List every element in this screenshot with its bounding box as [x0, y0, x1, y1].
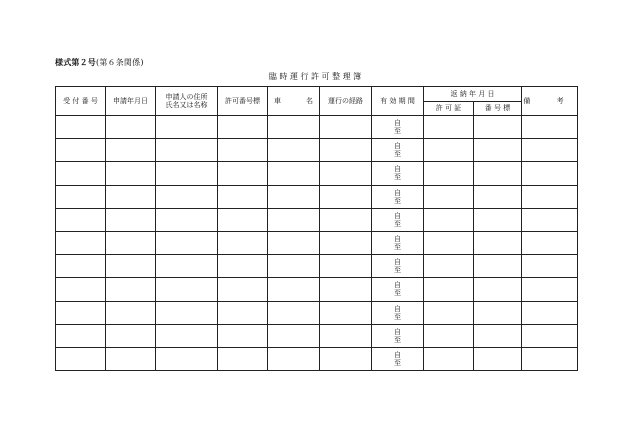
cell-vehicle-name[interactable]	[268, 278, 320, 301]
cell-reception-no[interactable]	[56, 301, 106, 324]
cell-remarks[interactable]	[522, 185, 578, 208]
cell-return-permit-certificate[interactable]	[424, 139, 474, 162]
cell-route[interactable]	[320, 347, 372, 370]
cell-applicant[interactable]	[156, 347, 218, 370]
cell-applicant[interactable]	[156, 278, 218, 301]
cell-reception-no[interactable]	[56, 231, 106, 254]
cell-remarks[interactable]	[522, 255, 578, 278]
cell-return-permit-certificate[interactable]	[424, 116, 474, 139]
validity-from-label: 自	[394, 119, 401, 128]
table-row	[56, 255, 578, 278]
cell-reception-no[interactable]	[56, 185, 106, 208]
cell-return-permit-certificate[interactable]	[424, 231, 474, 254]
cell-vehicle-name[interactable]	[268, 301, 320, 324]
cell-application-date[interactable]	[106, 301, 156, 324]
cell-return-permit-certificate[interactable]	[424, 185, 474, 208]
cell-application-date[interactable]	[106, 255, 156, 278]
validity-from-label: 自	[394, 234, 401, 243]
cell-permit-plate-no[interactable]	[218, 347, 268, 370]
cell-validity	[372, 208, 424, 231]
cell-application-date[interactable]	[106, 231, 156, 254]
cell-return-number-plate[interactable]	[474, 255, 522, 278]
table-row	[56, 347, 578, 370]
cell-permit-plate-no[interactable]	[218, 208, 268, 231]
cell-return-number-plate[interactable]	[474, 301, 522, 324]
cell-reception-no[interactable]	[56, 347, 106, 370]
cell-validity	[372, 162, 424, 185]
validity-from-label: 自	[394, 304, 401, 313]
cell-permit-plate-no[interactable]	[218, 255, 268, 278]
cell-validity	[372, 324, 424, 347]
validity-to-label: 至	[394, 219, 401, 228]
header-reception-no: 受 付 番 号	[56, 87, 106, 116]
cell-route[interactable]	[320, 301, 372, 324]
cell-reception-no[interactable]	[56, 278, 106, 301]
header-applicant-line1: 申請人の住所	[165, 92, 208, 101]
table-row	[56, 324, 578, 347]
cell-permit-plate-no[interactable]	[218, 185, 268, 208]
cell-remarks[interactable]	[522, 301, 578, 324]
cell-validity	[372, 116, 424, 139]
table-row	[56, 185, 578, 208]
validity-from-label: 自	[394, 211, 401, 220]
header-vehicle-name-a: 車	[274, 96, 281, 105]
header-route: 運行の経路	[320, 87, 372, 116]
validity-from-label: 自	[394, 258, 401, 267]
cell-route[interactable]	[320, 139, 372, 162]
cell-permit-plate-no[interactable]	[218, 116, 268, 139]
cell-application-date[interactable]	[106, 208, 156, 231]
cell-validity	[372, 278, 424, 301]
cell-application-date[interactable]	[106, 116, 156, 139]
cell-vehicle-name[interactable]	[268, 139, 320, 162]
cell-return-number-plate[interactable]	[474, 162, 522, 185]
header-validity: 有 効 期 間	[372, 87, 424, 116]
cell-route[interactable]	[320, 162, 372, 185]
cell-vehicle-name[interactable]	[268, 162, 320, 185]
table-row	[56, 231, 578, 254]
cell-remarks[interactable]	[522, 116, 578, 139]
cell-vehicle-name[interactable]	[268, 255, 320, 278]
cell-application-date[interactable]	[106, 185, 156, 208]
header-application-date: 申請年月日	[106, 87, 156, 116]
cell-return-number-plate[interactable]	[474, 231, 522, 254]
header-permit-certificate: 許 可 証	[424, 102, 474, 116]
cell-applicant[interactable]	[156, 231, 218, 254]
cell-return-permit-certificate[interactable]	[424, 208, 474, 231]
cell-route[interactable]	[320, 208, 372, 231]
cell-route[interactable]	[320, 255, 372, 278]
cell-applicant[interactable]	[156, 139, 218, 162]
form-number-label	[55, 57, 144, 68]
cell-applicant[interactable]	[156, 162, 218, 185]
header-applicant-line2: 氏名又は名称	[165, 101, 208, 109]
cell-return-permit-certificate[interactable]	[424, 347, 474, 370]
cell-vehicle-name[interactable]	[268, 116, 320, 139]
validity-from-label: 自	[394, 142, 401, 151]
header-permit-plate-no: 許可番号標	[218, 87, 268, 116]
cell-vehicle-name[interactable]	[268, 208, 320, 231]
validity-from-label: 自	[394, 188, 401, 197]
cell-remarks[interactable]	[522, 278, 578, 301]
cell-validity	[372, 255, 424, 278]
validity-to-label: 至	[394, 196, 401, 205]
validity-to-label: 至	[394, 312, 401, 321]
cell-validity	[372, 139, 424, 162]
document-title: 臨 時 運 行 許 可 整 理 簿	[268, 72, 362, 81]
cell-return-permit-certificate[interactable]	[424, 301, 474, 324]
cell-remarks[interactable]	[522, 162, 578, 185]
cell-reception-no[interactable]	[56, 324, 106, 347]
cell-validity	[372, 347, 424, 370]
cell-remarks[interactable]	[522, 347, 578, 370]
table-row	[56, 208, 578, 231]
cell-vehicle-name[interactable]	[268, 231, 320, 254]
header-applicant	[156, 87, 218, 116]
cell-remarks[interactable]	[522, 231, 578, 254]
validity-to-label: 至	[394, 243, 401, 252]
cell-vehicle-name[interactable]	[268, 185, 320, 208]
cell-return-number-plate[interactable]	[474, 139, 522, 162]
cell-return-number-plate[interactable]	[474, 116, 522, 139]
cell-permit-plate-no[interactable]	[218, 278, 268, 301]
header-row-1	[56, 87, 578, 102]
cell-reception-no[interactable]	[56, 162, 106, 185]
validity-to-label: 至	[394, 289, 401, 298]
register-table	[55, 86, 578, 371]
cell-remarks[interactable]	[522, 208, 578, 231]
cell-route[interactable]	[320, 231, 372, 254]
cell-permit-plate-no[interactable]	[218, 231, 268, 254]
cell-return-permit-certificate[interactable]	[424, 162, 474, 185]
form-number: 様式第２号	[55, 57, 96, 67]
cell-return-number-plate[interactable]	[474, 208, 522, 231]
cell-return-number-plate[interactable]	[474, 324, 522, 347]
validity-from-label: 自	[394, 165, 401, 174]
cell-validity	[372, 301, 424, 324]
header-return-date: 返 納 年 月 日	[424, 87, 522, 102]
cell-reception-no[interactable]	[56, 255, 106, 278]
header-remarks: 備 考	[522, 87, 578, 116]
header-number-plate: 番 号 標	[474, 102, 522, 116]
cell-application-date[interactable]	[106, 278, 156, 301]
cell-return-permit-certificate[interactable]	[424, 278, 474, 301]
table-row	[56, 278, 578, 301]
cell-permit-plate-no[interactable]	[218, 301, 268, 324]
cell-applicant[interactable]	[156, 255, 218, 278]
cell-return-number-plate[interactable]	[474, 278, 522, 301]
cell-return-number-plate[interactable]	[474, 185, 522, 208]
cell-return-number-plate[interactable]	[474, 347, 522, 370]
table-row	[56, 139, 578, 162]
cell-route[interactable]	[320, 278, 372, 301]
table-row	[56, 162, 578, 185]
form-article-reference: (第６条関係)	[96, 58, 144, 67]
cell-permit-plate-no[interactable]	[218, 324, 268, 347]
validity-to-label: 至	[394, 173, 401, 182]
cell-reception-no[interactable]	[56, 208, 106, 231]
cell-return-permit-certificate[interactable]	[424, 324, 474, 347]
cell-applicant[interactable]	[156, 301, 218, 324]
cell-return-permit-certificate[interactable]	[424, 255, 474, 278]
validity-to-label: 至	[394, 358, 401, 367]
validity-from-label: 自	[394, 350, 401, 359]
cell-applicant[interactable]	[156, 185, 218, 208]
cell-permit-plate-no[interactable]	[218, 162, 268, 185]
cell-validity	[372, 185, 424, 208]
header-vehicle-name	[268, 87, 320, 116]
register-body	[56, 116, 578, 371]
table-row	[56, 301, 578, 324]
cell-route[interactable]	[320, 116, 372, 139]
cell-reception-no[interactable]	[56, 139, 106, 162]
validity-to-label: 至	[394, 335, 401, 344]
cell-applicant[interactable]	[156, 116, 218, 139]
validity-to-label: 至	[394, 150, 401, 159]
cell-applicant[interactable]	[156, 324, 218, 347]
validity-from-label: 自	[394, 281, 401, 290]
validity-from-label: 自	[394, 327, 401, 336]
table-row	[56, 116, 578, 139]
cell-applicant[interactable]	[156, 208, 218, 231]
cell-reception-no[interactable]	[56, 116, 106, 139]
header-vehicle-name-b: 名	[306, 96, 313, 105]
cell-application-date[interactable]	[106, 162, 156, 185]
cell-application-date[interactable]	[106, 347, 156, 370]
cell-application-date[interactable]	[106, 324, 156, 347]
cell-vehicle-name[interactable]	[268, 324, 320, 347]
cell-route[interactable]	[320, 185, 372, 208]
validity-to-label: 至	[394, 127, 401, 136]
cell-remarks[interactable]	[522, 324, 578, 347]
cell-permit-plate-no[interactable]	[218, 139, 268, 162]
cell-validity	[372, 231, 424, 254]
cell-application-date[interactable]	[106, 139, 156, 162]
validity-to-label: 至	[394, 266, 401, 275]
cell-vehicle-name[interactable]	[268, 347, 320, 370]
cell-route[interactable]	[320, 324, 372, 347]
cell-remarks[interactable]	[522, 139, 578, 162]
